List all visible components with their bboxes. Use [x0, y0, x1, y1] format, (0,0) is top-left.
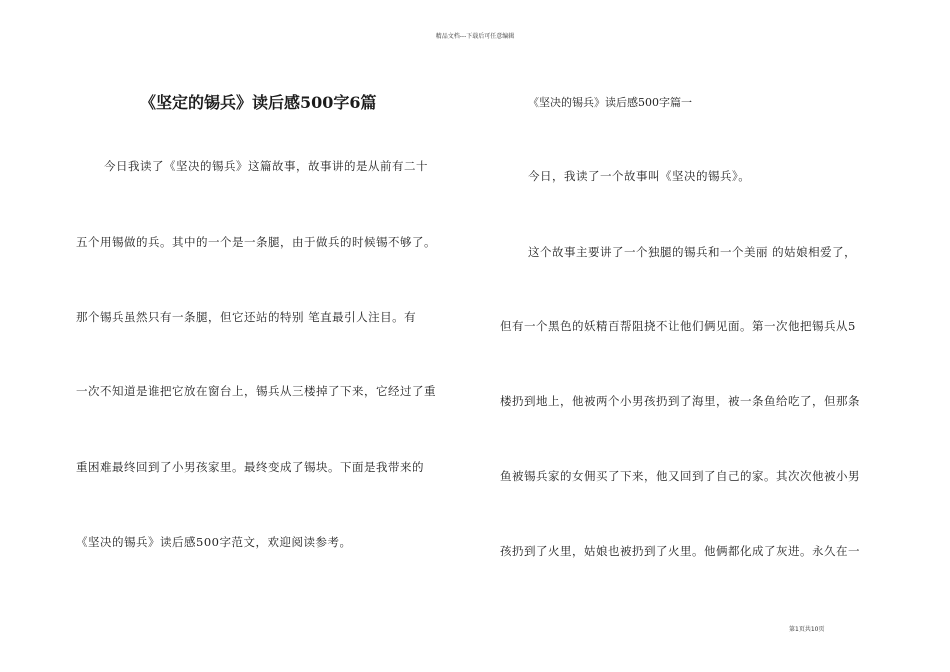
paragraph-line: 今日，我读了一个故事叫《坚决的锡兵》。	[528, 169, 751, 183]
section-title: 《坚决的锡兵》读后感500字篇一	[528, 96, 692, 109]
header-note: 精品文档---下载后可任意编辑	[435, 33, 515, 40]
paragraph-line: 孩扔到了火里，姑娘也被扔到了火里。他俩都化成了灰进。永久在一	[500, 544, 860, 558]
paragraph-line: 楼扔到地上，他被两个小男孩扔到了海里，被一条鱼给吃了，但那条	[500, 394, 860, 408]
paragraph-line: 但有一个黑色的妖精百帮阻挠不让他们俩见面。第一次他把锡兵从5	[500, 319, 856, 333]
paragraph-line: 鱼被锡兵家的女佣买了下来，他又回到了自己的家。其次次他被小男	[500, 469, 860, 483]
page-number: 第1页共10页	[789, 626, 825, 633]
paragraph-line: 一次不知道是谁把它放在窗台上，锡兵从三楼掉了下来，它经过了重	[76, 384, 436, 398]
paragraph-line: 《坚决的锡兵》读后感500字范文，欢迎阅读参考。	[76, 535, 352, 549]
paragraph-line: 重困难最终回到了小男孩家里。最终变成了锡块。下面是我带来的	[76, 460, 424, 474]
paragraph-line: 这个故事主要讲了一个独腿的锡兵和一个美丽 的姑娘相爱了，	[528, 245, 857, 259]
document-title: 《坚定的锡兵》读后感500字6篇	[140, 93, 377, 112]
paragraph-line: 今日我读了《坚决的锡兵》这篇故事，故事讲的是从前有二十	[104, 159, 428, 173]
paragraph-line: 那个锡兵虽然只有一条腿，但它还站的特别 笔直最引人注目。有	[76, 310, 417, 324]
paragraph-line: 五个用锡做的兵。其中的一个是一条腿，由于做兵的时候锡不够了。	[76, 235, 436, 249]
